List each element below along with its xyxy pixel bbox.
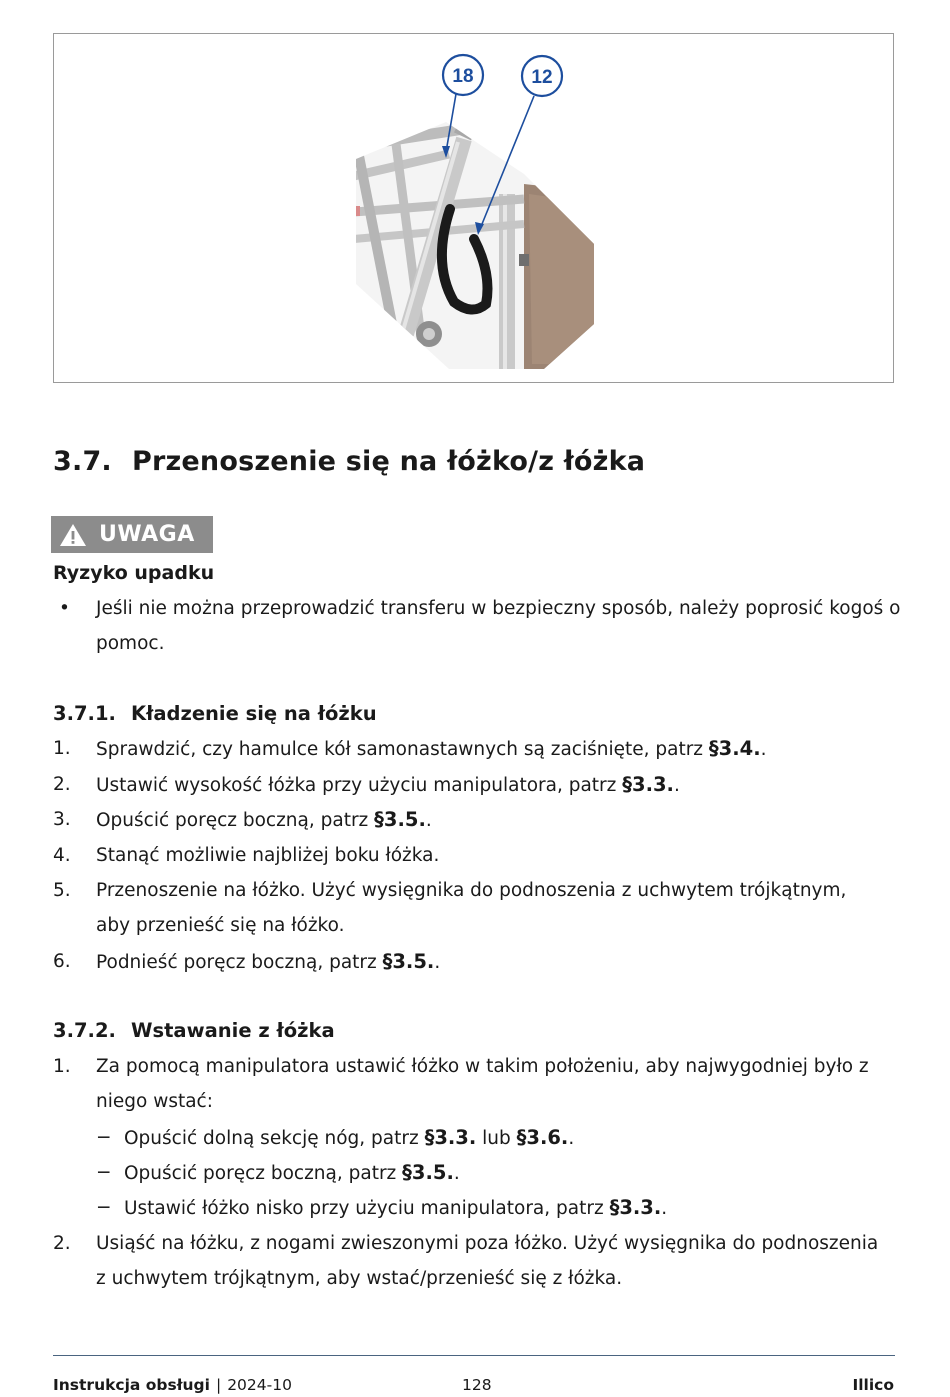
substep-text: Opuścić dolną sekcję nóg, patrz §3.3. lub §3.6.. xyxy=(124,1126,575,1149)
page-number: 128 xyxy=(462,1376,492,1394)
bed-rail-illustration xyxy=(54,34,895,384)
footer-date: 2024-10 xyxy=(227,1376,292,1394)
subsection-number: 3.7.2. xyxy=(53,1019,116,1042)
warning-text: Jeśli nie można przeprowadzić transferu w bezpieczny sposób, należy poprosić kogoś o pomoc. xyxy=(96,598,901,655)
warning-list-item xyxy=(53,591,903,662)
cross-reference-link[interactable]: §3.5. xyxy=(374,808,426,831)
substep-text: Opuścić poręcz boczną, patrz §3.5.. xyxy=(124,1161,460,1184)
step-number: 5. xyxy=(53,880,71,901)
step-text: Stanąć możliwie najbliżej boku łóżka. xyxy=(96,845,440,866)
warning-title: Ryzyko upadku xyxy=(53,562,215,584)
step-text: Usiąść na łóżku, z nogami zwieszonymi poza łóżko. Użyć wysięgnika do podnoszenia z uchwytem trójkątnym, aby wstać/przenieść się z łóżka. xyxy=(96,1233,879,1290)
sub-list-item xyxy=(96,1190,896,1226)
subsection-title: Wstawanie z łóżka xyxy=(131,1019,335,1042)
subsection-heading-3-7-2 xyxy=(53,1019,335,1042)
product-figure xyxy=(53,33,894,383)
list-item xyxy=(53,731,903,767)
cross-reference-link[interactable]: §3.4. xyxy=(708,737,761,760)
subsection-heading-3-7-1 xyxy=(53,702,377,725)
sub-list-item xyxy=(96,1155,896,1191)
warning-label: UWAGA xyxy=(99,522,195,547)
warning-triangle-icon xyxy=(59,523,87,547)
dash-marker: − xyxy=(96,1127,112,1148)
list-item xyxy=(53,1049,903,1120)
sub-list-item xyxy=(96,1120,896,1156)
step-text: Opuścić poręcz boczną, patrz §3.5.. xyxy=(96,808,432,831)
step-text: Sprawdzić, czy hamulce kół samonastawnych są zaciśnięte, patrz §3.4.. xyxy=(96,737,767,760)
warning-badge xyxy=(51,516,213,553)
step-number: 2. xyxy=(53,774,71,795)
cross-reference-link[interactable]: §3.5. xyxy=(402,1161,454,1184)
cross-reference-link[interactable]: §3.3. xyxy=(424,1126,477,1149)
list-item xyxy=(53,802,903,838)
footer-left xyxy=(53,1376,292,1394)
callout-18 xyxy=(443,55,483,95)
step-text: Podnieść poręcz boczną, patrz §3.5.. xyxy=(96,950,441,973)
footer-product: Illico xyxy=(852,1376,894,1394)
cross-reference-link[interactable]: §3.3. xyxy=(609,1196,662,1219)
list-item xyxy=(53,873,873,944)
list-item xyxy=(53,1226,883,1297)
footer-separator: | xyxy=(215,1376,222,1394)
step-text: Przenoszenie na łóżko. Użyć wysięgnika do podnoszenia z uchwytem trójkątnym, aby przenieść się na łóżko. xyxy=(96,880,847,937)
cross-reference-link[interactable]: §3.6. xyxy=(516,1126,569,1149)
subsection-title: Kładzenie się na łóżku xyxy=(131,702,377,725)
step-number: 1. xyxy=(53,738,71,759)
substep-text: Ustawić łóżko nisko przy użyciu manipulatora, patrz §3.3.. xyxy=(124,1196,668,1219)
footer-doc-title: Instrukcja obsługi xyxy=(53,1376,210,1394)
step-number: 4. xyxy=(53,845,71,866)
step-text: Za pomocą manipulatora ustawić łóżko w takim położeniu, aby najwygodniej było z niego wstać: xyxy=(96,1056,869,1113)
step-number: 2. xyxy=(53,1233,71,1254)
section-heading xyxy=(53,446,645,477)
dash-marker: − xyxy=(96,1197,112,1218)
step-text: Ustawić wysokość łóżka przy użyciu manipulatora, patrz §3.3.. xyxy=(96,773,680,796)
step-number: 3. xyxy=(53,809,71,830)
footer-divider xyxy=(53,1355,895,1356)
step-number: 1. xyxy=(53,1056,71,1077)
section-title: Przenoszenie się na łóżko/z łóżka xyxy=(132,446,646,477)
cross-reference-link[interactable]: §3.5. xyxy=(382,950,435,973)
bed-photo xyxy=(344,114,614,384)
list-item xyxy=(53,944,903,980)
cross-reference-link[interactable]: §3.3. xyxy=(622,773,674,796)
dash-marker: − xyxy=(96,1162,112,1183)
svg-text:18: 18 xyxy=(452,66,474,87)
list-item xyxy=(53,767,903,803)
bullet-marker: • xyxy=(59,598,70,619)
callout-12 xyxy=(522,56,562,96)
list-item xyxy=(53,838,903,873)
subsection-number: 3.7.1. xyxy=(53,702,116,725)
section-number: 3.7. xyxy=(53,446,112,477)
svg-text:12: 12 xyxy=(531,67,553,88)
step-number: 6. xyxy=(53,951,71,972)
